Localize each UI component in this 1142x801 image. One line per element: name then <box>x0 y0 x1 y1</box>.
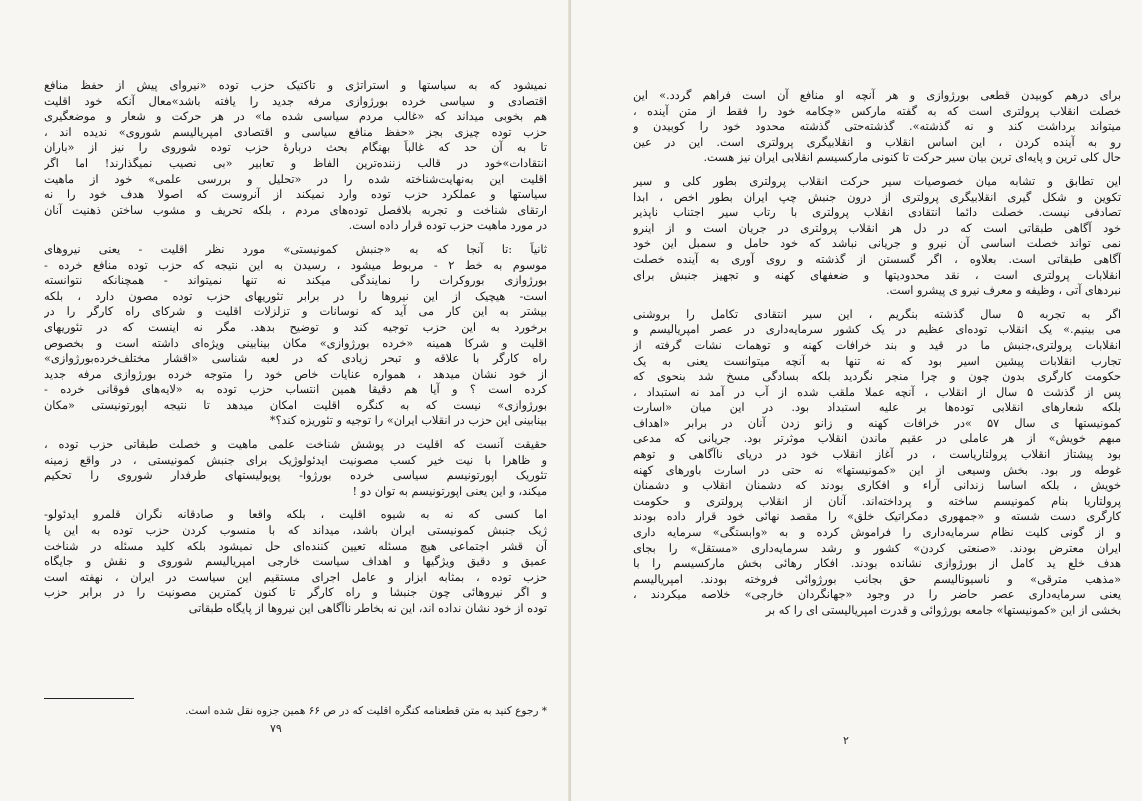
text-line: ثانیاً :تا آنجا که به «جنبش کمونیستی» مورد نظر اقلیت - یعنی نیروهای <box>44 242 547 256</box>
text-line: موسوم به خط ۲ - مربوط میشود ، رسیدن به این نتیجه که حزب توده منافع خرده - <box>44 258 547 272</box>
text-line: پس از گذشت ۵ سال از انقلاب ، آنچه عملا ملقب شده از آب در آمد نه استبداد ، <box>633 385 1121 399</box>
paragraph <box>633 88 1121 166</box>
text-line: کرده است ؟ و آیا هم دقیقا همین انتساب حزب توده به «لایه‌های فوقانی خرده - <box>44 383 547 397</box>
text-line: تصادفی نیست. خصلت دائما انتقادی انقلاب پرولتری با رتاب سیر اجتناب ناپذیر <box>633 206 1121 220</box>
text-line: هدف خلع ید کامل از بورژوازی نشانده بودند. افکار رهائی بخش مارکسیسم را با <box>633 557 1121 571</box>
text-line: از خود نشان میدهد ، همواره عنایات خاص خود را متوجه خرده بورژوازی مرفه جدید <box>44 367 547 381</box>
text-line: میتواند برداشت کند و نه گذشته». گذشته‌حتی گذشته محدود خود را کوبیدن و <box>633 120 1121 134</box>
text-line: تئوریک اپورتونیسم سیاسی خرده بورژوا- پوپولیستهای طرفدار شوروی را تحکیم <box>44 469 547 483</box>
text-line: ایران معترض بودند. «صنعتی کردن» کشور و رشد سرمایه‌داری «مستقل» را بجای <box>633 541 1121 555</box>
text-line: اگر به تجربه ۵ سال گذشته بنگریم ، این سیر انتقادی تکامل را بروشنی <box>633 307 1121 321</box>
paragraph-gap <box>44 499 547 507</box>
text-line: این تطابق و تشابه میان خصوصیات سیر حرکت انقلاب پرولتری بطور کلی و سیر <box>633 174 1121 188</box>
text-line: رو به آینده کردن ، این اساس انقلاب و انقلابیگری پرولتری است. این در عین <box>633 135 1121 149</box>
paragraph-gap <box>44 429 547 437</box>
text-line: و از گونی کلیت نظام سرمایه‌داری را فراموش کرده و به «وابستگی» سرمایه داری <box>633 526 1121 540</box>
text-line: اقلیت و شرکا همینه «خرده بورژوازی» مکان بینابینی ویژه‌ای داشته است و بخصوص <box>44 336 547 350</box>
paragraph-gap <box>633 166 1121 174</box>
text-line: بلکه شعارهای انقلابی توده‌ها بر علیه استبداد بود. در این میان «اسارت <box>633 401 1121 415</box>
text-line: می بینیم.» یک انقلاب توده‌ای عظیم در یک کشور سرمایه‌داری در عصر امپریالیسم و <box>633 323 1121 337</box>
text-line: حقیقت آنست که اقلیت در پوشش شناخت علمی ماهیت و خصلت طبقاتی حزب توده ، <box>44 438 547 452</box>
text-line: است- هیچیک از این نیروها را در برابر تئوریهای حزب توده مصون دارد ، بلکه <box>44 289 547 303</box>
text-line: نبردهای آتی ، وظیفه و معرف نیرو ی پیشرو است. <box>886 284 1121 298</box>
text-line: حال کلی ترین و پایه‌ای ترین بیان سیر حرکت تا کنونی مارکسیسم انقلابی ایران نیز هست. <box>703 151 1121 165</box>
text-line: سیاستها و عملکرد حزب توده وارد نمیکند از آنروست که اصولا هدف خود را نه <box>44 188 547 202</box>
footnote: * رجوع کنید به متن قطعنامه کنگره اقلیت که در ص ۶۶ همین جزوه نقل شده است. <box>185 705 547 717</box>
left-page-text <box>44 78 547 617</box>
right-page-number: ۲ <box>843 734 849 747</box>
text-line: ژیک جنبش کمونیستی ایران باشد، میداند که با منسوب کردن حزب توده به این یا <box>44 524 547 538</box>
text-line: و ظاهرا با نیت خیر کسب مصونیت ایدئولوژیک برای جنبش کمونیستی ، در واقع زمینه <box>44 453 547 467</box>
text-line: و اگر نیروهائی چون جنبشا و راه کارگر تا کنون کمترین مصونیت را در برابر حزب <box>44 586 547 600</box>
text-line: خصلت انقلاب پرولتری است که به گفته مارکس «چکامه خود را فقط از متن آینده ، <box>633 104 1121 118</box>
text-line: تجارب انقلابات پیشین اسیر بود که نه تنها به آنچه میتوانست یعنی به یک <box>633 354 1121 368</box>
text-line: هم بخوبی میداند که «غالب مردم سیاسی شده ما» در هر حرکت و شعار و موضعگیری <box>44 110 547 124</box>
text-line: بیشتر به این کار می آید که نوسانات و تزلزلات اقلیت و شرکای راه کارگر را در <box>44 305 547 319</box>
text-line: بورژوازی بوروکرات را نمایندگی میکند نه تنها نمیتواند - همچنانکه نتوانسته <box>44 274 547 288</box>
text-line: کمونیستها ی سال ۵۷ »در خرافات کهنه و زانو زدن آنان در برابر «اهداف <box>633 416 1121 430</box>
text-line: بود پیشتاز انقلاب پرولتاریاست ، در آغاز انقلاب خود در دریای ناآگاهی و توهم <box>633 448 1121 462</box>
text-line: تا به آن حد که غالباً بهنگام بحث دربارهٔ حزب توده شوروی را نیز از «باران <box>44 141 547 155</box>
text-line: اقتصادی و سیاسی خرده بورژوازی مرفه جدید را یافته باشد»معال آنکه خود اقلیت <box>44 94 547 108</box>
text-line: پرولتاریا بنام کمونیسم ساخته و پرداخته‌اند. آنان از انقلاب پرولتری و حکومت <box>633 494 1121 508</box>
paragraph <box>44 507 547 616</box>
text-line: بینابینی این حزب در انقلاب ایران» را توجیه و تئوریزه کند؟* <box>269 414 547 428</box>
text-line: نمیشود که به سیاستها و استراتژی و تاکتیک حزب توده «نیروای پیش از حفظ منافع <box>44 79 547 92</box>
text-line: حزب توده ، بمثابه ابزار و عامل اجرای مستقیم این سیاست در ایران ، نهفته است <box>44 570 547 584</box>
text-line: ارتقای شناخت و تجربه بلافصل توده‌های مردم ، بلکه تحریف و مشوب ساختن ذهنیت آنان <box>44 203 547 217</box>
paragraph-gap <box>44 234 547 242</box>
text-line: توده از خود نشان نداده اند، این نه بخاطر ناآگاهی این نیروها از پایگاه طبقاتی <box>188 602 547 615</box>
text-line: میکند، و این یعنی اپورتونیسم به توان دو ! <box>352 484 547 498</box>
text-line: راه کارگر با علاقه و تبحر زیادی که در لعبه شناسی «اقشار مختلف‌خرده‌بورژوازی» <box>44 352 547 366</box>
text-line: خود آگاهی طبقاتی است که در دل هر انقلاب پرولتری در جریان است و از اینرو <box>633 221 1121 235</box>
text-line: حکومت کارگری بدون چون و چرا منجر نگردید بلکه بسادگی مسخ شد بنحوی که <box>633 370 1121 384</box>
text-line: حزب توده چیزی بجز «حفظ منافع سیاسی و اقتصادی امپریالیسم شوروی» ندیده اند ، <box>44 125 547 139</box>
text-line: بخشی از این «کمونیستها» جامعه بورژوائی و قدرت امپریالیستی ای را که بر <box>765 604 1121 617</box>
text-line: «مذهب مترقی» و ناسیونالیسم حق بجانب بورژوائی فروخته بودند. امپریالیسم <box>633 572 1121 586</box>
text-line: مبهم خویش» از هر عاملی در عقیم ماندن انقلاب موثرتر بود. جریانی که مدعی <box>633 432 1121 446</box>
paragraph <box>44 242 547 429</box>
text-line: اما کسی که نه به شیوه اقلیت ، بلکه واقعا و صادقانه نگران قلمرو ایدئولو- <box>44 508 547 522</box>
text-line: نمی تواند خصلت اساسی آن نیرو و جریانی نباشد که خود حامل و سمبل این خود <box>633 237 1121 251</box>
text-line: برای درهم کوبیدن قطعی بورژوازی و هر آنچه او منافع آن است فراهم گردد.» این <box>633 89 1121 102</box>
text-line: انقلابات پرولتری است ، نقد محدودیتها و ضعفهای کهنه و تجهیز جنبش برای <box>633 268 1121 282</box>
text-line: یعنی سرمایه‌داری عصر حاضر را در وجود «جهانگردان خارجی» خلاصه میکردند ، <box>633 588 1121 602</box>
right-page <box>571 0 1142 801</box>
text-line: انقلابات پرولتری،جنبش ما در قید و بند خرافات کهنه و توهمات نشات گرفته از <box>633 338 1121 352</box>
text-line: انتقادات»خود در قالب زننده‌ترین الفاظ و تعابیر «بی نصیب نمیگذارند! اما اگر <box>44 156 547 170</box>
text-line: تکوین و شکل گیری انقلابیگری پرولتری از درون جنبش چپ ایران بطور اخص ، ابدا <box>633 190 1121 204</box>
text-line: غوطه ور بود. بخش وسیعی از این «کمونیستها» نه حتی در اسارت باورهای کهنه <box>633 463 1121 477</box>
footnote-rule <box>44 698 134 699</box>
paragraph-gap <box>633 299 1121 307</box>
text-line: اقلیت این به‌نهایت‌شناخته شده را در «تحلیل و بررسی علمی» خود از ماهیت <box>44 172 547 186</box>
text-line: بورژوازی» نیست که به کنگره اقلیت امکان میدهد تا نتیجه اپورتونیستی «مکان <box>44 398 547 412</box>
text-line: کارگری دست شسته و «جمهوری دمکراتیک خلق» را مقصد نهائی خود قرار داده بودند <box>633 510 1121 524</box>
right-page-text <box>633 88 1121 619</box>
text-line: برخورد به این حزب توجیه کند و توضیح بدهد. مگر نه اینست که در تئوریهای <box>44 320 547 334</box>
left-page-number: ۷۹ <box>270 722 282 735</box>
text-line: خویش ، بلکه اساسا زندانی آراء و افکاری بودند که دشمنان انقلاب و دشمنان <box>633 479 1121 493</box>
paragraph <box>633 174 1121 299</box>
text-line: عمیق و دقیق ویژگیها و اهداف سیاست خارجی امپریالیسم شوروی و نقش و جایگاه <box>44 555 547 569</box>
paragraph <box>633 307 1121 619</box>
paragraph <box>44 78 547 234</box>
text-line: آن قشر اجتماعی هیچ مسئله تعیین کننده‌ای حل نمیشود بلکه کلید مسئله در شناخت <box>44 539 547 553</box>
paragraph <box>44 437 547 499</box>
text-line: در مورد ماهیت حزب توده قرار داده است. <box>348 219 547 233</box>
text-line: آگاهی طبقاتی است. بعلاوه ، اگر گسستن از گذشته و روی آوری به آینده خصلت <box>633 252 1121 266</box>
